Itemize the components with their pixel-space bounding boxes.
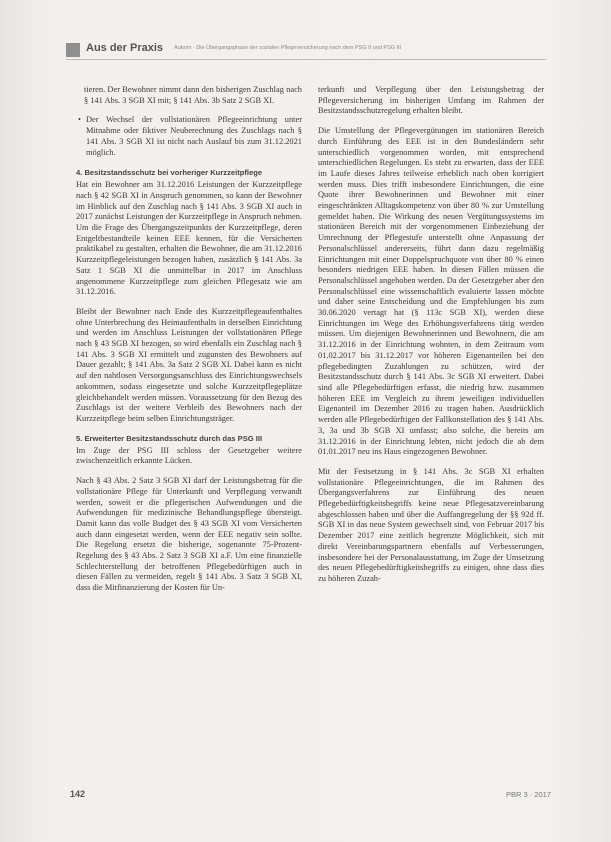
page-number: 142 bbox=[70, 789, 86, 799]
header-rule bbox=[66, 59, 546, 60]
list-item: • Der Wechsel der vollstationären Pflegeeinrichtung unter Mitnahme oder fiktiver Neuberechnung des Zuschlags nach § 141 Abs. 3 SGB XI ist nicht nach Auslauf bis zum 31.12.2021 möglich. bbox=[86, 115, 302, 158]
paragraph: Nach § 43 Abs. 2 Satz 3 SGB XI darf der Leistungsbetrag für die vollstationäre Pflege für Unterkunft und Verpflegung verwandt werden, soweit er die pflegerischen Aufwendungen und die Aufwendungen für medizinische Behandlungspflege übersteigt. Damit kann das volle Budget des § 43 SGB XI vom Versicherten auch dann eingesetzt werden, wenn der EEE negativ sein sollte. Die Regelung ersetzt die bisherige, sogenannte 75-Prozent-Regelung des § 43 Abs. 2 Satz 3 SGB XI a.F. Um eine finanzielle Schlechterstellung der betroffenen Pflegebedürftigen auch in diesen Fällen zu vermeiden, regelt § 141 Abs. 3 Satz 3 SGB XI, dass die Mitfinanzierung der Kosten für Un- bbox=[76, 476, 302, 593]
journal-issue: PBR 3 · 2017 bbox=[506, 790, 552, 799]
paragraph: Die Umstellung der Pflegevergütungen im stationären Bereich durch Einführung des EEE ist in den Bundesländern sehr unterschiedlich vorgenommen worden, mit entsprechend unterschiedlichen Regelungen. Es steht zu erwarten, dass der EEE im Laufe dieses Jahres teilweise erheblich nach oben korrigiert werden muss. Dies trifft insbesondere Einrichtungen, die eine Quote ihrer Bewohnerinnen und Bewohner mit einer eingeschränkten Alltagskompetenz von über 80 % zur Umstellung gemeldet haben. Die Wirkung des neuen Vergütungssystems im stationären Bereich mit der vorgenommenen Einbeziehung der Umrechnung der Pflegestufe unterstellt ohne Anpassung der Personalschlüssel andererseits, führt dann dazu regelmäßig Einrichtungen mit einer Doppelspruchquote von über 80 % einen besonders niedrigen EEE haben. In diesen Fällen müssen die Personalschlüssel angehoben werden. Da der Gesetzgeber aber den Personalschlüssel eine wissenschaftlich evaluierte lassen möchte und daher seine Entscheidung und die Empfehlungen bis zum 30.06.2020 vertagt hat (§ 113c SGB XI), werden diese Einrichtungen im Wege des Erhöhungsverfahrens tätig werden müssen. Um diejenigen Bewohnerinnen und Bewohnern, die am 31.12.2016 in der Einrichtung wohnten, in dem Zeitraum vom 01.02.2017 bis 31.12.2017 vor höheren Eigenanteilen bei den pflegebedingten Zuzahlungen zu schützen, wird der Besitzstandsschutz durch § 141 Abs. 3c SGB XI erweitert. Dabei sind alle Pflegebedürftigen erfasst, die niedrig bzw. zusammen höheren EEE im Vergleich zu ihrem jeweiligen individuellen Eigenanteil im Dezember 2016 zu tragen haben. Ausdrücklich werden alle Pflegebedürftigen der Fallkonstellation des § 141 Abs. 3, 3a und 3b SGB XI umfasst; also solche, die bereits am 31.12.2016 in der Einrichtung lebten, nicht jedoch die ab dem 01.01.2017 neu ins Haus eingezogenen Bewohner. bbox=[318, 126, 544, 457]
section-title: Aus der Praxis bbox=[86, 42, 164, 54]
paragraph: Bleibt der Bewohner nach Ende des Kurzzeitpflegeaufenthaltes ohne Unterbrechung des Heimaufenthalts in derselben Einrichtung und werden im Anschluss Leistungen der vollstationären Pflege nach § 43 SGB XI bezogen, so wird ebenfalls ein Zuschlag nach § 141 Abs. 3 SGB XI ermittelt und zugunsten des Bewohners auf Dauer gezahlt; § 141 Abs. 3a Satz 2 SGB XI. Dabei kann es nicht auf den nahtlosen Versorgungsanschluss des Einrichtungswechsels ankommen, sodass eingesetzte und solche Kurzzeitpflegeplätze gleichbehandelt werden müssen. Voraussetzung für den Bezug des Zuschlags ist der weitere Verbleib des Bewohners nach der Kurzzeitpflege beim selben Einrichtungsträger. bbox=[76, 306, 302, 423]
bullet-continuation: tieren. Der Bewohner nimmt dann den bisherigen Zuschlag nach § 141 Abs. 3 SGB XI mit; § 141 Abs. 3b Satz 2 SGB XI. bbox=[84, 85, 302, 105]
running-header bbox=[66, 42, 546, 58]
left-column bbox=[76, 85, 302, 603]
paragraph: Im Zuge der PSG III schloss der Gesetzgeber weitere zwischenzeitlich erkannte Lücken. bbox=[76, 445, 302, 466]
paragraph: Mit der Festsetzung in § 141 Abs. 3c SGB XI erhalten vollstationäre Pflegeeinrichtungen, die im Rahmen des Übergangsverfahrens zur Einführung des neuen Pflegebedürftigkeitsbegriffs keine neue Pflegesatzvereinbarung abgeschlossen haben und über die Auffangregelung der §§ 92d ff. SGB XI in das neue System gewechselt sind, von Februar 2017 bis Dezember 2017 eine zeitlich begrenzte Möglichkeit, sich mit direkt Vereinbarungspartnern ebenfalls auf Verbesserungen, insbesondere bei der Personalausstattung, im Zuge der Umsetzung des neuen Pflegebedürftigkeitsbegriffs zu einigen, ohne dass dies zu höheren Zuzah- bbox=[318, 466, 544, 583]
bullet-list bbox=[76, 115, 302, 158]
section-marker bbox=[66, 43, 80, 57]
paragraph: Hat ein Bewohner am 31.12.2016 Leistungen der Kurzzeitpflege nach § 42 SGB XI in Anspruch genommen, so kann der Bewohner im Hinblick auf den Zuschlag nach § 141 Abs. 3 SGB XI auch in 2017 zunächst Leistungen der Kurzzeitpflege in Anspruch nehmen. Um die Frage des Übergangszeitpunkts der Kurzzeitpflege, deren Entgeltbestandteile keinen EEE kennen, für die Versicherten praktikabel zu gestalten, erhalten die Bewohner, die am 31.12.2016 Kurzzeitpflegeleistungen bezogen haben, zusätzlich § 141 Abs. 3a Satz 1 SGB XI die unmittelbar in 2017 im Anschluss angenommene Kurzzeitpflege zum gleichen Pflegesatz wie am 31.12.2016. bbox=[76, 180, 302, 297]
section-heading-5: 5. Erweiterter Besitzstandsschutz durch das PSG III bbox=[76, 433, 263, 443]
paragraph: terkunft und Verpflegung über den Leistungsbetrag der Pflegeversicherung im bisherigen Umfang im Rahmen der Besitzstandsschutzregelung erhalten bleibt. bbox=[318, 85, 544, 116]
header-subtitle: Autorin · Die Übergangsphase der sozialen Pflegeversicherung nach dem PSG II und PSG III bbox=[174, 45, 402, 51]
section-heading-4: 4. Besitzstandsschutz bei vorheriger Kurzzeitpflege bbox=[76, 168, 263, 178]
right-column bbox=[318, 85, 544, 594]
